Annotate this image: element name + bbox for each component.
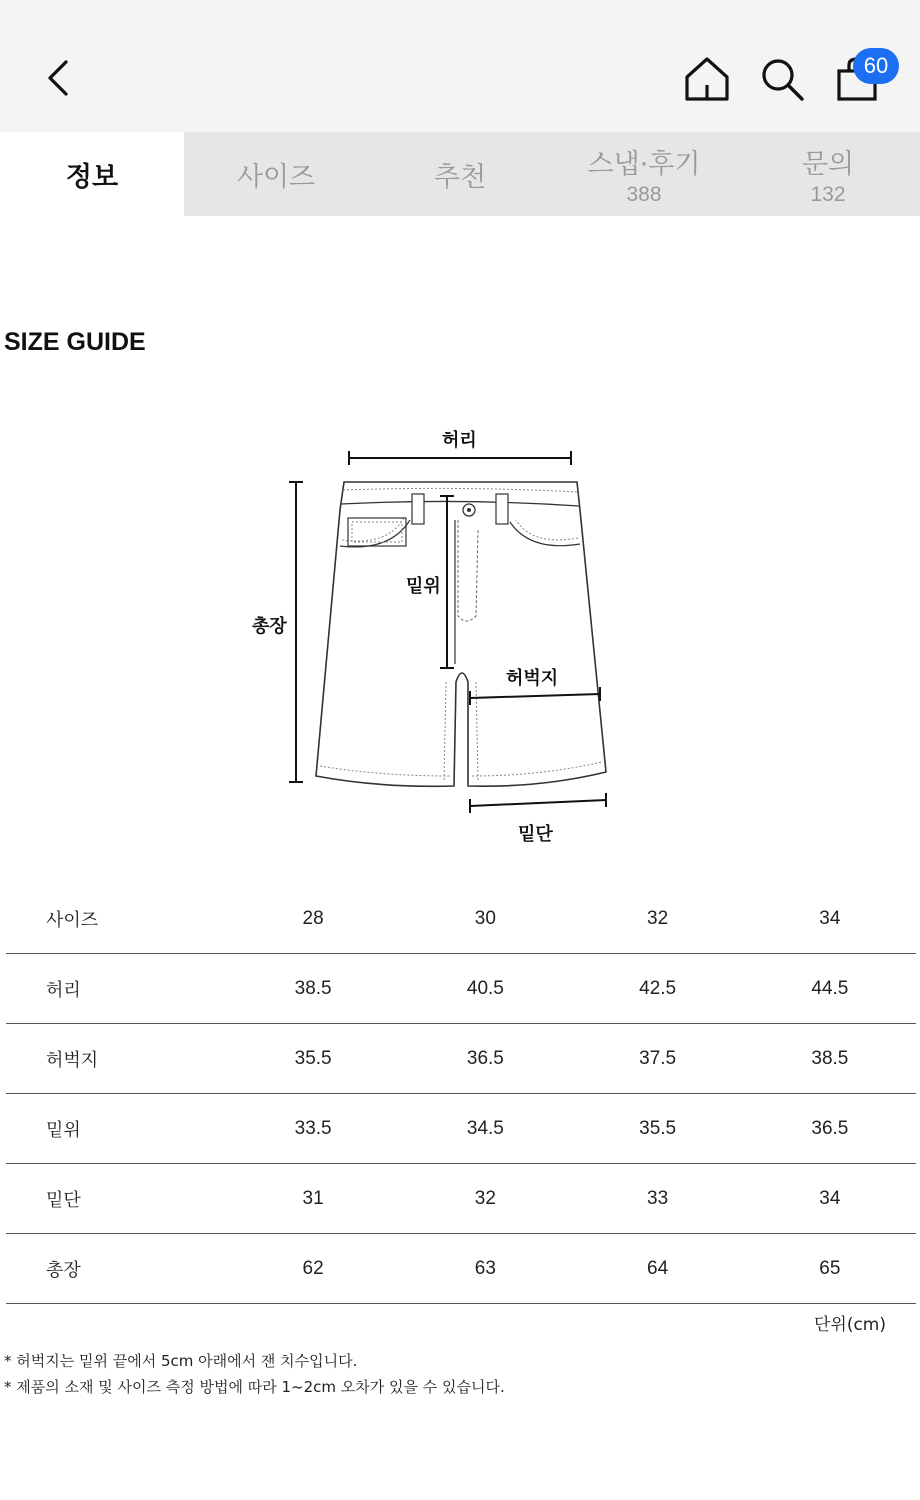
unit-label: 단위(cm) — [813, 1315, 886, 1335]
table-row — [6, 1094, 916, 1164]
search-icon[interactable] — [758, 55, 806, 103]
table-cell: 34 — [744, 1164, 916, 1234]
table-cell: 32 — [399, 1164, 571, 1234]
tab-count: 132 — [810, 182, 846, 206]
row-label: 허벅지 — [6, 1024, 227, 1094]
home-icon[interactable] — [682, 55, 732, 103]
size-column-header: 34 — [744, 884, 916, 954]
table-cell: 37.5 — [572, 1024, 744, 1094]
table-cell: 38.5 — [744, 1024, 916, 1094]
table-cell: 40.5 — [399, 954, 571, 1024]
size-table — [6, 884, 916, 1304]
table-header-label: 사이즈 — [6, 884, 227, 954]
table-cell: 44.5 — [744, 954, 916, 1024]
table-cell: 38.5 — [227, 954, 399, 1024]
label-thigh: 허벅지 — [506, 668, 559, 689]
size-guide-title: SIZE GUIDE — [4, 328, 146, 356]
footnote: * 제품의 소재 및 사이즈 측정 방법에 따라 1~2cm 오차가 있을 수 있습니다. — [4, 1378, 505, 1396]
table-row — [6, 954, 916, 1024]
footnote: * 허벅지는 밑위 끝에서 5cm 아래에서 잰 치수입니다. — [4, 1352, 358, 1370]
table-cell: 36.5 — [399, 1024, 571, 1094]
tab-snap-review[interactable] — [552, 132, 736, 216]
table-cell: 33.5 — [227, 1094, 399, 1164]
table-cell: 64 — [572, 1234, 744, 1304]
table-cell: 63 — [399, 1234, 571, 1304]
product-tabs — [0, 132, 920, 216]
table-cell: 65 — [744, 1234, 916, 1304]
table-row — [6, 1234, 916, 1304]
tab-count: 388 — [626, 182, 662, 206]
row-label: 허리 — [6, 954, 227, 1024]
table-cell: 35.5 — [227, 1024, 399, 1094]
tab-label: 정보 — [65, 161, 119, 193]
tab-label: 스냅·후기 — [587, 148, 701, 180]
tab-recommend[interactable] — [368, 132, 552, 216]
label-hem: 밑단 — [518, 824, 553, 845]
table-cell: 33 — [572, 1164, 744, 1234]
table-cell: 62 — [227, 1234, 399, 1304]
tab-inquiry[interactable] — [736, 132, 920, 216]
table-cell: 35.5 — [572, 1094, 744, 1164]
label-total-length: 총장 — [252, 616, 287, 637]
size-column-header: 30 — [399, 884, 571, 954]
row-label: 총장 — [6, 1234, 227, 1304]
table-cell: 31 — [227, 1164, 399, 1234]
row-label: 밑위 — [6, 1094, 227, 1164]
table-cell: 36.5 — [744, 1094, 916, 1164]
tab-label: 사이즈 — [236, 161, 316, 193]
chevron-left-icon[interactable] — [40, 56, 80, 100]
tab-size[interactable] — [184, 132, 368, 216]
size-column-header: 28 — [227, 884, 399, 954]
row-label: 밑단 — [6, 1164, 227, 1234]
label-rise: 밑위 — [406, 576, 441, 597]
table-cell: 42.5 — [572, 954, 744, 1024]
top-bar — [0, 0, 920, 132]
tab-label: 추천 — [433, 161, 487, 193]
table-row — [6, 1024, 916, 1094]
table-cell: 34.5 — [399, 1094, 571, 1164]
label-waist: 허리 — [442, 430, 477, 451]
table-header-row — [6, 884, 916, 954]
table-row — [6, 1164, 916, 1234]
shorts-illustration — [240, 420, 640, 860]
tab-label: 문의 — [801, 148, 855, 180]
size-column-header: 32 — [572, 884, 744, 954]
tab-info[interactable] — [0, 132, 184, 216]
cart-count-badge: 60 — [853, 48, 899, 84]
shorts-measurement-diagram — [240, 420, 640, 860]
